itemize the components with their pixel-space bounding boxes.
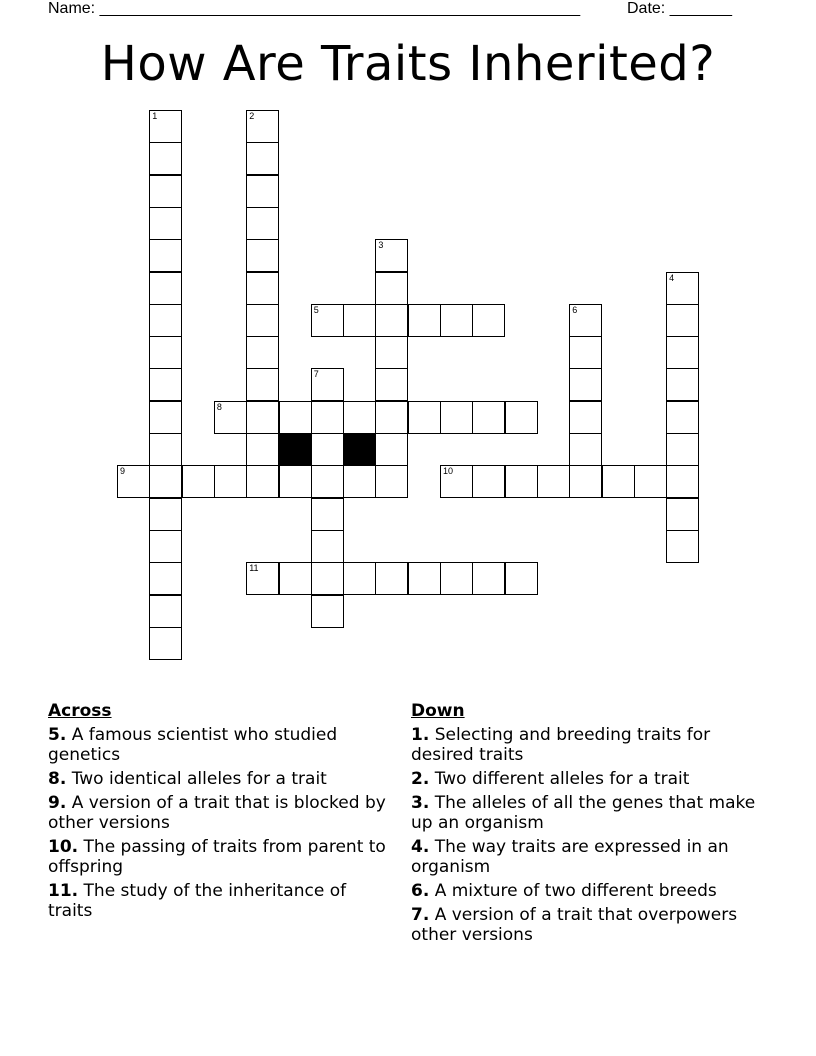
grid-cell[interactable] [472, 562, 505, 595]
grid-cell[interactable] [440, 465, 473, 498]
cell-number: 7 [313, 369, 319, 380]
clue-text: The way traits are expressed in an organism [411, 837, 729, 877]
clue-text: The study of the inheritance of traits [48, 881, 347, 921]
grid-cell[interactable] [375, 336, 408, 369]
clue-number: 9. [48, 793, 67, 813]
grid-cell[interactable] [666, 304, 699, 337]
grid-cell[interactable] [149, 433, 182, 466]
grid-cell[interactable] [182, 465, 215, 498]
cell-number: 10 [443, 466, 454, 477]
grid-cell[interactable] [149, 498, 182, 531]
clue-text: A version of a trait that overpowers other versions [411, 905, 738, 945]
grid-cell[interactable] [246, 368, 279, 401]
across-clues [48, 701, 393, 925]
across-heading: Across [48, 701, 112, 721]
clue-text: A mixture of two different breeds [434, 881, 717, 901]
grid-cell[interactable] [375, 304, 408, 337]
down-clue-3 [411, 793, 761, 833]
grid-cell[interactable] [214, 401, 247, 434]
clue-number: 1. [411, 725, 430, 745]
clue-text: Selecting and breeding traits for desired traits [411, 725, 711, 765]
grid-cell[interactable] [537, 465, 570, 498]
grid-cell[interactable] [279, 401, 312, 434]
grid-cell[interactable] [634, 465, 667, 498]
grid-cell[interactable] [666, 272, 699, 305]
grid-cell[interactable] [149, 175, 182, 208]
cell-number: 8 [216, 401, 222, 412]
clue-text: A version of a trait that is blocked by other versions [48, 793, 386, 833]
grid-cell[interactable] [440, 562, 473, 595]
clue-number: 6. [411, 881, 430, 901]
down-clue-7 [411, 905, 761, 945]
grid-cell[interactable] [440, 401, 473, 434]
grid-cell[interactable] [246, 433, 279, 466]
grid-cell[interactable] [149, 239, 182, 272]
black-square [279, 433, 312, 466]
across-clue-9 [48, 793, 393, 833]
grid-cell[interactable] [666, 336, 699, 369]
grid-cell[interactable] [311, 562, 344, 595]
down-clues [411, 701, 761, 949]
clue-text: Two different alleles for a trait [434, 769, 690, 789]
down-clue-6 [411, 881, 761, 901]
grid-cell[interactable] [343, 401, 376, 434]
grid-cell[interactable] [602, 465, 635, 498]
grid-cell[interactable] [149, 304, 182, 337]
across-clue-11 [48, 881, 393, 921]
date-field-label: Date: _______ [627, 0, 732, 17]
grid-cell[interactable] [375, 401, 408, 434]
clue-number: 8. [48, 769, 67, 789]
grid-cell[interactable] [569, 304, 602, 337]
clue-number: 7. [411, 905, 430, 925]
grid-cell[interactable] [149, 110, 182, 143]
across-clue-5 [48, 725, 393, 765]
grid-cell[interactable] [666, 530, 699, 563]
grid-cell[interactable] [149, 627, 182, 660]
grid-cell[interactable] [149, 530, 182, 563]
grid-cell[interactable] [279, 562, 312, 595]
grid-cell[interactable] [375, 368, 408, 401]
down-clue-2 [411, 769, 761, 789]
cell-number: 4 [669, 272, 675, 283]
name-field-label: Name: ______________________________________________________ [48, 0, 581, 17]
grid-cell[interactable] [472, 304, 505, 337]
cell-number: 9 [120, 466, 126, 477]
clue-number: 11. [48, 881, 79, 901]
grid-cell[interactable] [246, 175, 279, 208]
grid-cell[interactable] [408, 401, 441, 434]
grid-cell[interactable] [375, 239, 408, 272]
clue-number: 2. [411, 769, 430, 789]
grid-cell[interactable] [246, 239, 279, 272]
grid-cell[interactable] [311, 530, 344, 563]
clue-text: A famous scientist who studied genetics [48, 725, 338, 765]
grid-cell[interactable] [375, 562, 408, 595]
grid-cell[interactable] [666, 368, 699, 401]
grid-cell[interactable] [666, 498, 699, 531]
grid-cell[interactable] [149, 562, 182, 595]
grid-cell[interactable] [246, 304, 279, 337]
grid-cell[interactable] [505, 465, 538, 498]
clue-text: The alleles of all the genes that make up an organism [411, 793, 756, 833]
grid-cell[interactable] [246, 401, 279, 434]
grid-cell[interactable] [569, 368, 602, 401]
black-square [343, 433, 376, 466]
grid-cell[interactable] [343, 465, 376, 498]
grid-cell[interactable] [149, 272, 182, 305]
grid-cell[interactable] [149, 368, 182, 401]
grid-cell[interactable] [472, 465, 505, 498]
page-title: How Are Traits Inherited? [100, 36, 716, 92]
cell-number: 6 [572, 304, 578, 315]
grid-cell[interactable] [246, 207, 279, 240]
grid-cell[interactable] [311, 465, 344, 498]
grid-cell[interactable] [246, 272, 279, 305]
down-clue-4 [411, 837, 761, 877]
across-clue-10 [48, 837, 393, 877]
grid-cell[interactable] [440, 304, 473, 337]
grid-cell[interactable] [149, 207, 182, 240]
grid-cell[interactable] [149, 595, 182, 628]
grid-cell[interactable] [311, 433, 344, 466]
cell-number: 11 [249, 563, 259, 574]
grid-cell[interactable] [311, 498, 344, 531]
grid-cell[interactable] [246, 142, 279, 175]
down-clue-1 [411, 725, 761, 765]
grid-cell[interactable] [408, 304, 441, 337]
grid-cell[interactable] [279, 465, 312, 498]
grid-cell[interactable] [246, 336, 279, 369]
grid-cell[interactable] [375, 465, 408, 498]
cell-number: 1 [152, 111, 158, 121]
clue-number: 4. [411, 837, 430, 857]
grid-cell[interactable] [569, 401, 602, 434]
grid-cell[interactable] [666, 401, 699, 434]
grid-cell[interactable] [214, 465, 247, 498]
grid-cell[interactable] [311, 368, 344, 401]
grid-cell[interactable] [117, 465, 150, 498]
grid-cell[interactable] [375, 433, 408, 466]
cell-number: 5 [313, 304, 319, 315]
clue-text: The passing of traits from parent to offspring [48, 837, 386, 877]
grid-cell[interactable] [149, 336, 182, 369]
grid-cell[interactable] [246, 110, 279, 143]
grid-cell[interactable] [569, 433, 602, 466]
cell-number: 3 [378, 240, 384, 251]
grid-cell[interactable] [149, 142, 182, 175]
grid-cell[interactable] [408, 562, 441, 595]
grid-cell[interactable] [246, 465, 279, 498]
grid-cell[interactable] [569, 465, 602, 498]
grid-cell[interactable] [505, 562, 538, 595]
grid-cell[interactable] [311, 401, 344, 434]
grid-cell[interactable] [375, 272, 408, 305]
grid-cell[interactable] [246, 562, 279, 595]
grid-cell[interactable] [569, 336, 602, 369]
grid-cell[interactable] [311, 595, 344, 628]
down-heading: Down [411, 701, 465, 721]
clue-number: 5. [48, 725, 67, 745]
grid-cell[interactable] [343, 562, 376, 595]
clue-number: 10. [48, 837, 79, 857]
grid-cell[interactable] [343, 304, 376, 337]
grid-cell[interactable] [505, 401, 538, 434]
clue-number: 3. [411, 793, 430, 813]
cell-number: 2 [249, 111, 255, 121]
grid-cell[interactable] [149, 401, 182, 434]
grid-cell[interactable] [666, 433, 699, 466]
clue-text: Two identical alleles for a trait [71, 769, 327, 789]
grid-cell[interactable] [472, 401, 505, 434]
across-clue-8 [48, 769, 393, 789]
grid-cell[interactable] [311, 304, 344, 337]
grid-cell[interactable] [666, 465, 699, 498]
grid-cell[interactable] [149, 465, 182, 498]
